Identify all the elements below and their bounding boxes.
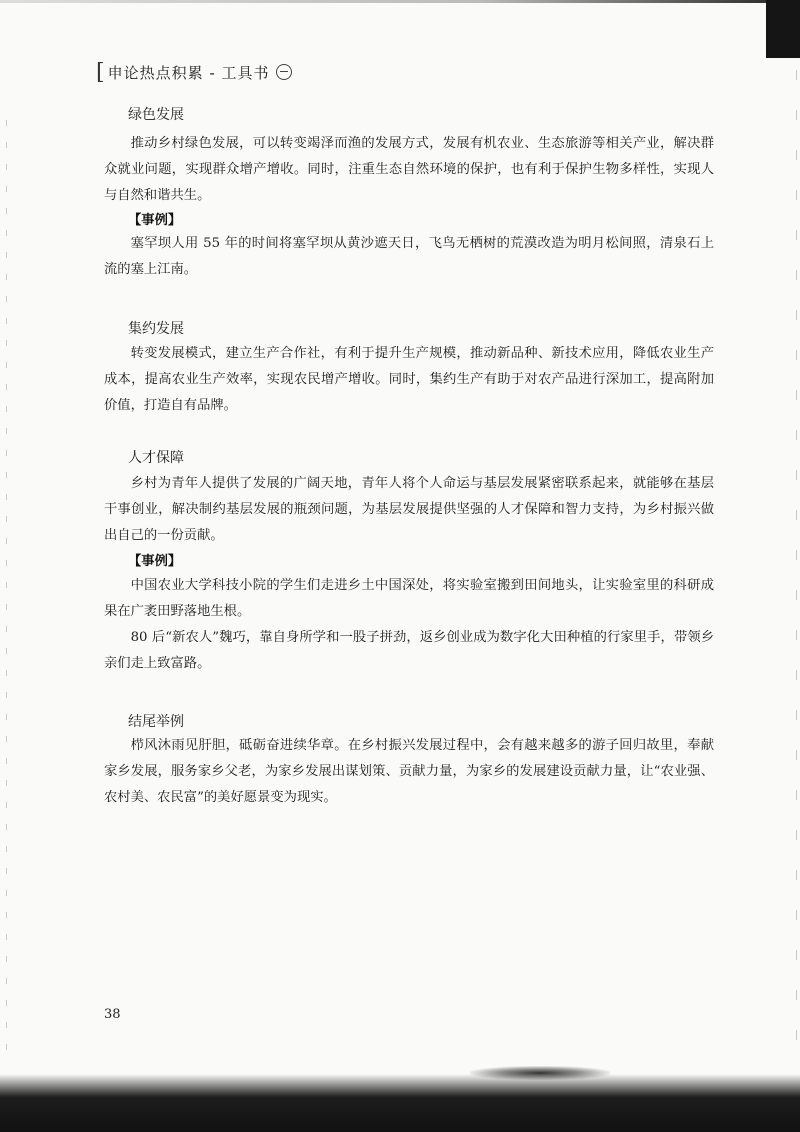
- scan-corner-shadow: [766, 0, 800, 58]
- example-paragraph: 中国农业大学科技小院的学生们走进乡土中国深处，将实验室搬到田间地头，让实验室里的科研成果在广袤田野落地生根。: [104, 578, 714, 619]
- page-number: 38: [104, 1007, 121, 1022]
- section-title-green: 绿色发展: [128, 107, 184, 123]
- section-title-talent: 人才保障: [128, 450, 184, 466]
- example-paragraph: 塞罕坝人用 55 年的时间将塞罕坝从黄沙遮天日，飞鸟无栖树的荒漠改造为明月松间照，清泉石上流的塞上江南。: [104, 236, 714, 277]
- scan-left-edge: [6, 120, 7, 1060]
- header-title: 申论热点积累 - 工具书: [107, 63, 270, 82]
- section-paragraph: 推动乡村绿色发展，可以转变竭泽而渔的发展方式，发展有机农业、生态旅游等相关产业，解决群众就业问题，实现群众增产增收。同时，注重生态自然环境的保护，也有利于保护生物多样性，实现人与自然和谐共生。: [104, 136, 714, 203]
- scan-bottom-shadow: [0, 1074, 800, 1132]
- example-label: 【事例】: [128, 554, 182, 569]
- header-badge-icon: [276, 64, 292, 80]
- header-bracket: [: [96, 59, 106, 85]
- scan-top-edge: [0, 0, 800, 3]
- section-paragraph: 栉风沐雨见肝胆，砥砺奋进续华章。在乡村振兴发展过程中，会有越来越多的游子回归故里，奉献家乡发展，服务家乡父老，为家乡发展出谋划策、贡献力量，为家乡的发展建设贡献力量，让“农业强、农村美、农民富”的美好愿景变为现实。: [104, 738, 714, 805]
- section-title-intensive: 集约发展: [128, 321, 184, 337]
- example-paragraph: 80 后“新农人”魏巧，靠自身所学和一股子拼劲，返乡创业成为数字化大田种植的行家里手，带领乡亲们走上致富路。: [104, 630, 714, 671]
- section-title-conclusion: 结尾举例: [128, 714, 184, 730]
- scan-right-edge: [796, 70, 797, 1070]
- running-header: [96, 58, 292, 86]
- section-paragraph: 转变发展模式，建立生产合作社，有利于提升生产规模，推动新品种、新技术应用，降低农业生产成本，提高农业生产效率，实现农民增产增收。同时，集约生产有助于对农产品进行深加工，提高附加价值，打造自有品牌。: [104, 346, 714, 413]
- section-paragraph: 乡村为青年人提供了发展的广阔天地，青年人将个人命运与基层发展紧密联系起来，就能够在基层干事创业，解决制约基层发展的瓶颈问题，为基层发展提供坚强的人才保障和智力支持，为乡村振兴做出自己的一份贡献。: [104, 476, 714, 543]
- example-label: 【事例】: [128, 213, 182, 228]
